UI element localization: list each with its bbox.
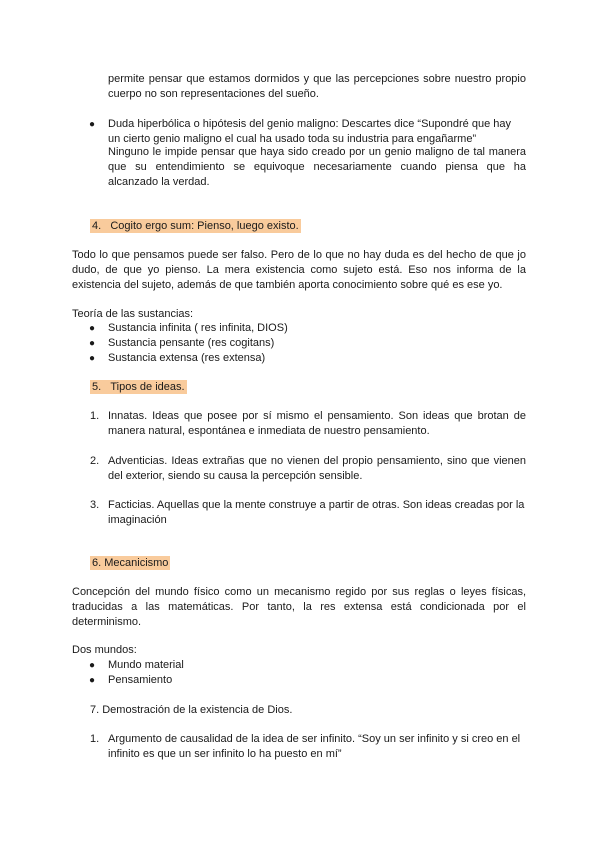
sustancia-item: Sustancia pensante (res cogitans) — [108, 337, 275, 349]
mundo-item: Mundo material — [108, 659, 184, 671]
list-number: 1. — [90, 410, 100, 422]
section-5-title: Tipos de ideas. — [110, 381, 185, 393]
idea-item-innatas: Innatas. Ideas que posee por sí mismo el pensamiento. Son ideas que brotan de manera natural, espontánea e inmediata de nuestro pensamiento. — [108, 410, 526, 437]
section-6-body: Concepción del mundo físico como un mecanismo regido por sus reglas o leyes físicas, traducidas a las matemáticas. Por tanto, la res extensa está condicionada por el determinismo. — [72, 586, 526, 628]
genio-text-2: Ninguno le impide pensar que haya sido creado por un genio maligno de tal manera que su entendimiento se equivoque necesariamente cuando piensa que ha alcanzado la verdad. — [108, 146, 526, 188]
section-6-title: 6. Mecanicismo — [92, 557, 169, 569]
sustancia-item: Sustancia infinita ( res infinita, DIOS) — [108, 322, 288, 334]
bullet-marker: ● — [89, 675, 96, 686]
section-4-heading — [90, 219, 301, 234]
bullet-marker: ● — [89, 353, 96, 364]
intro-continuation: permite pensar que estamos dormidos y que las percepciones sobre nuestro propio cuerpo no son representaciones del sueño. — [108, 73, 526, 100]
sustancia-item: Sustancia extensa (res extensa) — [108, 352, 266, 364]
bullet-marker: ● — [89, 323, 96, 334]
bullet-marker: ● — [89, 338, 96, 349]
list-number: 3. — [90, 499, 100, 511]
section-6-heading — [90, 556, 170, 571]
section-5-number: 5. — [92, 381, 102, 393]
section-5-heading — [90, 380, 187, 395]
dios-item-causalidad: Argumento de causalidad de la idea de ser infinito. “Soy un ser infinito y si creo en el infinito es que un ser infinito lo ha puesto en mí” — [108, 733, 521, 760]
genio-text-1: Duda hiperbólica o hipótesis del genio maligno: Descartes dice “Supondré que hay un cierto genio maligno el cual ha usado toda su industria para engañarme” — [108, 118, 511, 145]
mundos-title: Dos mundos: — [72, 644, 137, 656]
section-4-body: Todo lo que pensamos puede ser falso. Pero de lo que no hay duda es del hecho de que jo dudo, de que yo pienso. La mera existencia como sujeto está. Eso nos informa de la existencia del sujeto, además de que también aporta conocimiento sobre qué es ese yo. — [72, 249, 526, 291]
idea-item-facticias: Facticias. Aquellas que la mente construye a partir de otras. Son ideas creadas por la imaginación — [108, 499, 525, 526]
mundo-item: Pensamiento — [108, 674, 173, 686]
bullet-marker: ● — [89, 660, 96, 671]
section-4-number: 4. — [92, 220, 102, 232]
idea-item-adventicias: Adventicias. Ideas extrañas que no vienen del propio pensamiento, sino que vienen del exterior, siendo su causa la percepción sensible. — [108, 455, 526, 482]
list-number: 2. — [90, 455, 100, 467]
sustancias-title: Teoría de las sustancias: — [72, 308, 194, 320]
list-number: 1. — [90, 733, 100, 745]
bullet-marker: ● — [89, 119, 96, 130]
section-7-title: 7. Demostración de la existencia de Dios. — [90, 704, 293, 716]
section-4-title: Cogito ergo sum: Pienso, luego existo. — [110, 220, 299, 232]
